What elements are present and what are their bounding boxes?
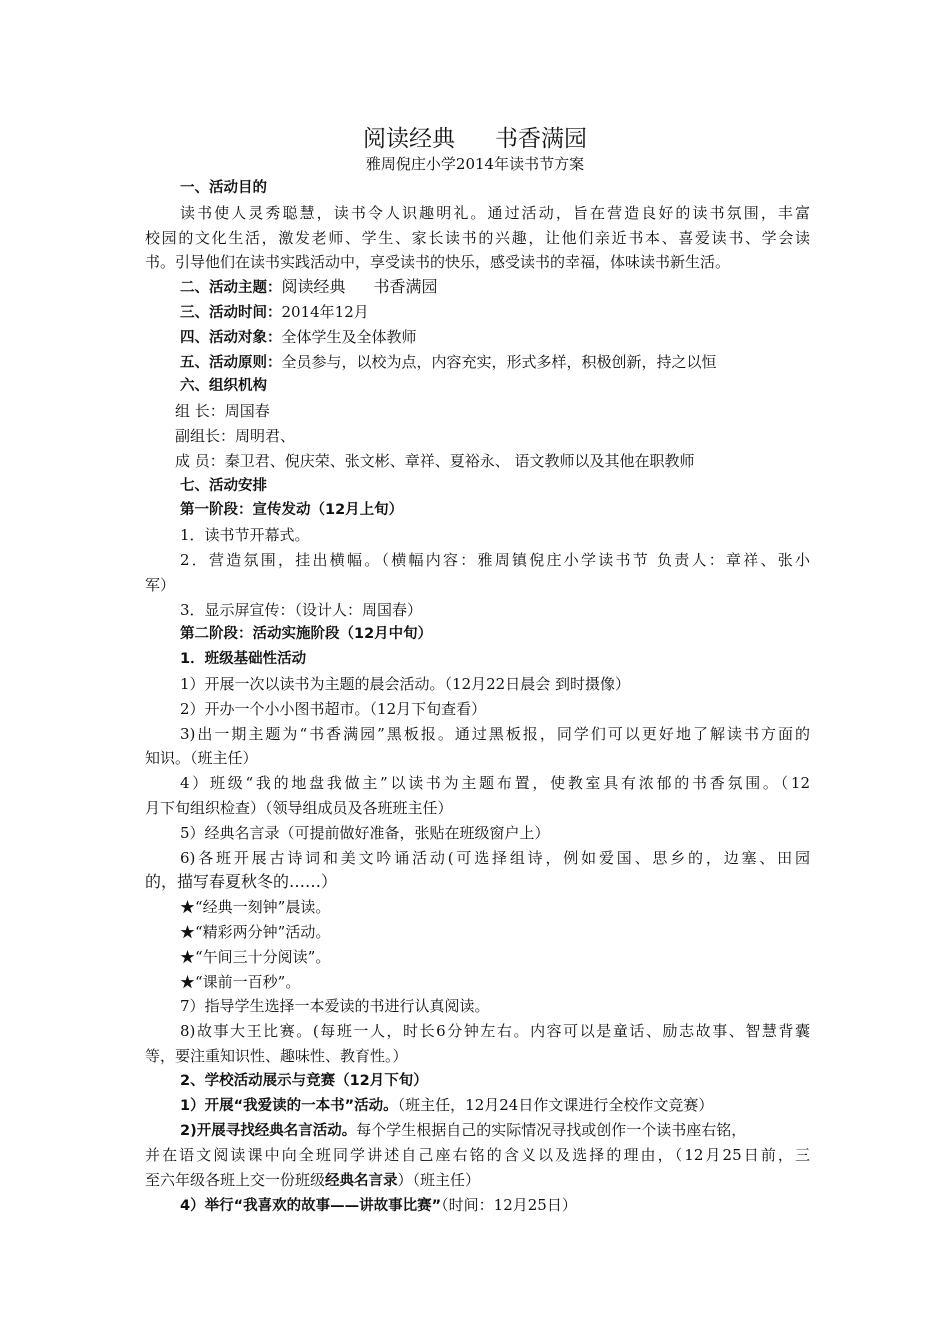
- purpose-line-3: 书。引导他们在读书实践活动中，享受读书的快乐，感受读书的幸福，体味读书新生活。: [145, 253, 731, 272]
- org-leader: 组 长：周国春: [175, 402, 270, 421]
- school-activities-heading: 2、学校活动展示与竞赛（12月下旬）: [180, 1072, 428, 1089]
- competition-1-detail: （班主任，12月24日作文课进行全校作文竞赛）: [397, 1096, 714, 1115]
- section-5: [145, 350, 810, 375]
- phase-1-item-2-line-2: 军）: [145, 575, 176, 594]
- section-3-value: 2014年12月: [281, 302, 369, 321]
- competition-2-line-3-c: ）（班主任）: [397, 1170, 481, 1189]
- competition-2-line-3-bold: 经典名言录: [325, 1172, 398, 1189]
- document-body: [145, 176, 810, 1217]
- section-6-heading: 六、组织机构: [180, 378, 267, 395]
- document-title: [0, 120, 950, 153]
- section-4-value: 全体学生及全体教师: [281, 327, 417, 346]
- title-part-2: 书香满园: [495, 126, 587, 152]
- competition-2-line-2: 并在语文阅读课中向全班同学讲述自己座右铭的含义以及选择的理由，（12月25日前，三: [145, 1146, 810, 1165]
- class-activities-heading: 1．班级基础性活动: [180, 651, 307, 668]
- competition-2-line-3: [145, 1168, 810, 1193]
- phase-2-heading: 第二阶段：活动实施阶段（12月中旬）: [180, 626, 433, 643]
- activity-7: 7）指导学生选择一本爱读的书进行认真阅读。: [180, 997, 490, 1016]
- activity-6-line-2: 的，描写春夏秋冬的……）: [145, 872, 338, 892]
- activity-8-line-1: 8)故事大王比赛。(每班一人，时长6分钟左右。内容可以是童话、励志故事、智慧背囊: [180, 1022, 810, 1041]
- competition-4: [145, 1193, 810, 1218]
- phase-1-heading: 第一阶段：宣传发动（12月上旬）: [180, 502, 404, 519]
- section-4-label: 四、活动对象：: [180, 329, 282, 346]
- phase-1-item-2-line-1: 2．营造氛围，挂出横幅。（横幅内容：雅周镇倪庄小学读书节 负责人：章祥、张小: [180, 550, 810, 569]
- activity-8-line-2: 等，要注重知识性、趣味性、教育性。）: [145, 1046, 408, 1065]
- star-item-1: ★“经典一刻钟”晨读。: [180, 898, 331, 917]
- section-7-heading: 七、活动安排: [180, 477, 267, 494]
- phase-1-item-3: 3．显示屏宣传：（设计人：周国春）: [180, 600, 423, 619]
- theme-part-1: 阅读经典: [281, 277, 346, 297]
- section-1-heading: 一、活动目的: [180, 180, 267, 196]
- star-item-3: ★“午间三十分阅读”。: [180, 947, 331, 966]
- purpose-line-2: 校园的文化生活，激发老师、学生、家长读书的兴趣，让他们亲近书本、喜爱读书、学会读: [145, 228, 810, 247]
- competition-1-title: 1）开展“我爱读的一本书”活动。: [180, 1098, 398, 1115]
- activity-6-line-1: 6)各班开展古诗词和美文吟诵活动(可选择组诗，例如爱国、思乡的，边塞、田园: [180, 848, 810, 867]
- activity-4-line-2: 月下旬组织检查）（领导组成员及各班班主任）: [145, 798, 453, 817]
- org-members: 成 员：秦卫君、倪庆荣、张文彬、章祥、夏裕永、 语文教师以及其他在职教师: [175, 451, 695, 470]
- org-vice-leader: 副组长：周明君、: [175, 426, 296, 445]
- purpose-line-1: 读书使人灵秀聪慧，读书令人识趣明礼。通过活动，旨在营造良好的读书氛围，丰富: [180, 203, 810, 222]
- competition-2-line-3-a: 至六年级各班上交一份班级: [145, 1170, 326, 1189]
- section-3-label: 三、活动时间：: [180, 304, 282, 321]
- section-3: [145, 300, 810, 325]
- section-5-value: 全员参与，以校为点，内容充实，形式多样，积极创新，持之以恒: [281, 352, 717, 371]
- section-4: [145, 325, 810, 350]
- section-5-label: 五、活动原则：: [180, 354, 282, 371]
- competition-2-line-1: [145, 1118, 810, 1143]
- competition-4-title: 4）举行“我喜欢的故事——讲故事比赛”: [180, 1197, 442, 1214]
- document-subtitle: 雅周倪庄小学2014年读书节方案: [365, 155, 585, 173]
- section-2-label: 二、活动主题：: [180, 280, 282, 297]
- star-item-2: ★“精彩两分钟”活动。: [180, 922, 331, 941]
- competition-2-title: 2)开展寻找经典名言活动。: [180, 1123, 357, 1140]
- competition-4-detail: （时间：12月25日）: [441, 1195, 577, 1214]
- competition-2-detail: 每个学生根据自己的实际情况寻找或创作一个读书座右铭，: [356, 1121, 747, 1140]
- activity-3-line-2: 知识。（班主任）: [145, 749, 258, 768]
- title-part-1: 阅读经典: [363, 126, 455, 152]
- activity-4-line-1: 4）班级“我的地盘我做主”以读书为主题布置，使教室具有浓郁的书香氛围。（12: [180, 774, 810, 793]
- activity-2: 2）开办一个小小图书超市。（12月下旬查看）: [180, 699, 487, 718]
- competition-1: [145, 1093, 810, 1118]
- theme-part-2: 书香满园: [373, 277, 438, 297]
- star-item-4: ★“课前一百秒”。: [180, 972, 301, 991]
- activity-1: 1）开展一次以读书为主题的晨会活动。（12月22日晨会 到时摄像）: [180, 674, 630, 693]
- activity-3-line-1: 3)出一期主题为“书香满园”黑板报。通过黑板报，同学们可以更好地了解读书方面的: [180, 724, 810, 743]
- phase-1-item-1: 1．读书节开幕式。: [180, 526, 310, 545]
- activity-5: 5）经典名言录（可提前做好准备，张贴在班级窗户上）: [180, 823, 550, 842]
- section-2: [145, 275, 810, 300]
